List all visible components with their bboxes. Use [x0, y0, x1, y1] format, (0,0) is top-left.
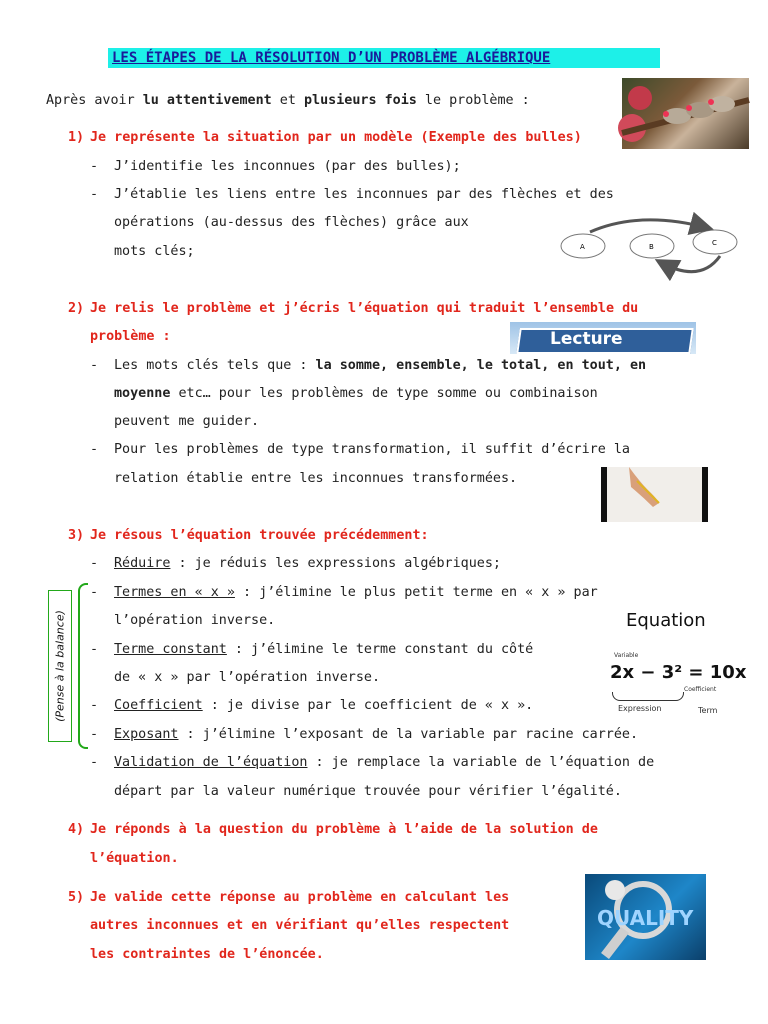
step5-line3: les contraintes de l’énoncée.	[90, 947, 324, 962]
title-banner	[108, 48, 660, 68]
step3-dash-valid: -	[90, 755, 99, 770]
step3-termes: Termes en « x » : j’élimine le plus petit terme en « x » par	[114, 585, 598, 600]
step1-bullet2-line2: opérations (au-dessus des flèches) grâce aux	[114, 215, 469, 230]
quality-text: QUALITY	[597, 906, 694, 930]
step1-heading: Je représente la situation par un modèle (Exemple des bulles)	[90, 130, 582, 145]
step2-bullet2-line1: Pour les problèmes de type transformation, il suffit d’écrire la	[114, 442, 630, 457]
balance-side-label: (Pense à la balance)	[48, 590, 72, 742]
step2-heading-line1: Je relis le problème et j’écris l’équation qui traduit l’ensemble du	[90, 301, 639, 316]
equation-title: Equation	[626, 610, 706, 631]
lecture-sign-text: Lecture	[550, 329, 623, 349]
equation-variable-label: Variable	[614, 652, 639, 659]
step2-dash1: -	[90, 358, 99, 373]
step3-constant-line2: de « x » par l’opération inverse.	[114, 670, 381, 685]
step2-heading-line2: problème :	[90, 329, 171, 344]
step3-dash-expo: -	[90, 727, 99, 742]
birds-photo	[622, 78, 749, 149]
step2-dash2: -	[90, 442, 99, 457]
step5-line2: autres inconnues et en vérifiant qu’elles respectent	[90, 918, 510, 933]
expression-brace	[612, 692, 684, 701]
quality-image	[585, 874, 706, 960]
equation-term-label: Term	[698, 706, 718, 715]
step1-bullet2-line3: mots clés;	[114, 244, 195, 259]
step3-dash-constant: -	[90, 642, 99, 657]
step3-number: 3)	[68, 528, 85, 543]
step1-number: 1)	[68, 130, 85, 145]
step3-dash-coef: -	[90, 698, 99, 713]
step3-validation-line2: départ par la valeur numérique trouvée pour vérifier l’égalité.	[114, 784, 622, 799]
writing-hand-photo	[601, 467, 708, 522]
bubble-b: B	[649, 243, 654, 251]
step1-dash1: -	[90, 159, 99, 174]
step3-constant: Terme constant : j’élimine le terme constant du côté	[114, 642, 534, 657]
bubble-c: C	[712, 239, 717, 247]
intro-line: Après avoir lu attentivement et plusieurs fois le problème :	[46, 93, 530, 108]
writing-hand-illustration	[607, 467, 690, 522]
step2-bullet1-line1: Les mots clés tels que : la somme, ensemble, le total, en tout, en	[114, 358, 647, 373]
step4-line2: l’équation.	[90, 851, 179, 866]
step3-heading: Je résous l’équation trouvée précédemment:	[90, 528, 429, 543]
equation-coefficient-label: Coefficient	[684, 686, 717, 693]
page-title: LES ÉTAPES DE LA RÉSOLUTION D’UN PROBLÈME ALGÉBRIQUE	[112, 50, 551, 66]
green-brace	[78, 583, 88, 749]
step5-number: 5)	[68, 890, 85, 905]
bubble-a: A	[580, 243, 585, 251]
step1-bullet2-line1: J’établie les liens entre les inconnues par des flèches et des	[114, 187, 614, 202]
step2-bullet1-line2: moyenne etc… pour les problèmes de type somme ou combinaison	[114, 386, 598, 401]
step2-bullet2-line2: relation établie entre les inconnues transformées.	[114, 471, 518, 486]
bubbles-diagram	[560, 214, 745, 280]
step2-number: 2)	[68, 301, 85, 316]
equation-image	[598, 608, 747, 720]
step3-coefficient: Coefficient : je divise par le coefficient de « x ».	[114, 698, 534, 713]
birds-illustration	[622, 78, 749, 149]
step4-line1: Je réponds à la question du problème à l’aide de la solution de	[90, 822, 598, 837]
equation-formula: 2x − 3² = 10x	[610, 662, 747, 683]
step3-termes-line2: l’opération inverse.	[114, 613, 276, 628]
equation-expression-label: Expression	[618, 704, 662, 713]
step3-validation: Validation de l’équation : je remplace la variable de l’équation de	[114, 755, 655, 770]
step5-line1: Je valide cette réponse au problème en calculant les	[90, 890, 510, 905]
step1-dash2: -	[90, 187, 99, 202]
step3-dash-reduire: -	[90, 556, 99, 571]
lecture-sign-image	[510, 322, 696, 354]
step1-bullet1: J’identifie les inconnues (par des bulles);	[114, 159, 461, 174]
step3-dash-termes: -	[90, 585, 99, 600]
step4-number: 4)	[68, 822, 85, 837]
step3-reduire: Réduire : je réduis les expressions algébriques;	[114, 556, 501, 571]
step3-exposant: Exposant : j’élimine l’exposant de la variable par racine carrée.	[114, 727, 639, 742]
step2-bullet1-line3: peuvent me guider.	[114, 414, 260, 429]
